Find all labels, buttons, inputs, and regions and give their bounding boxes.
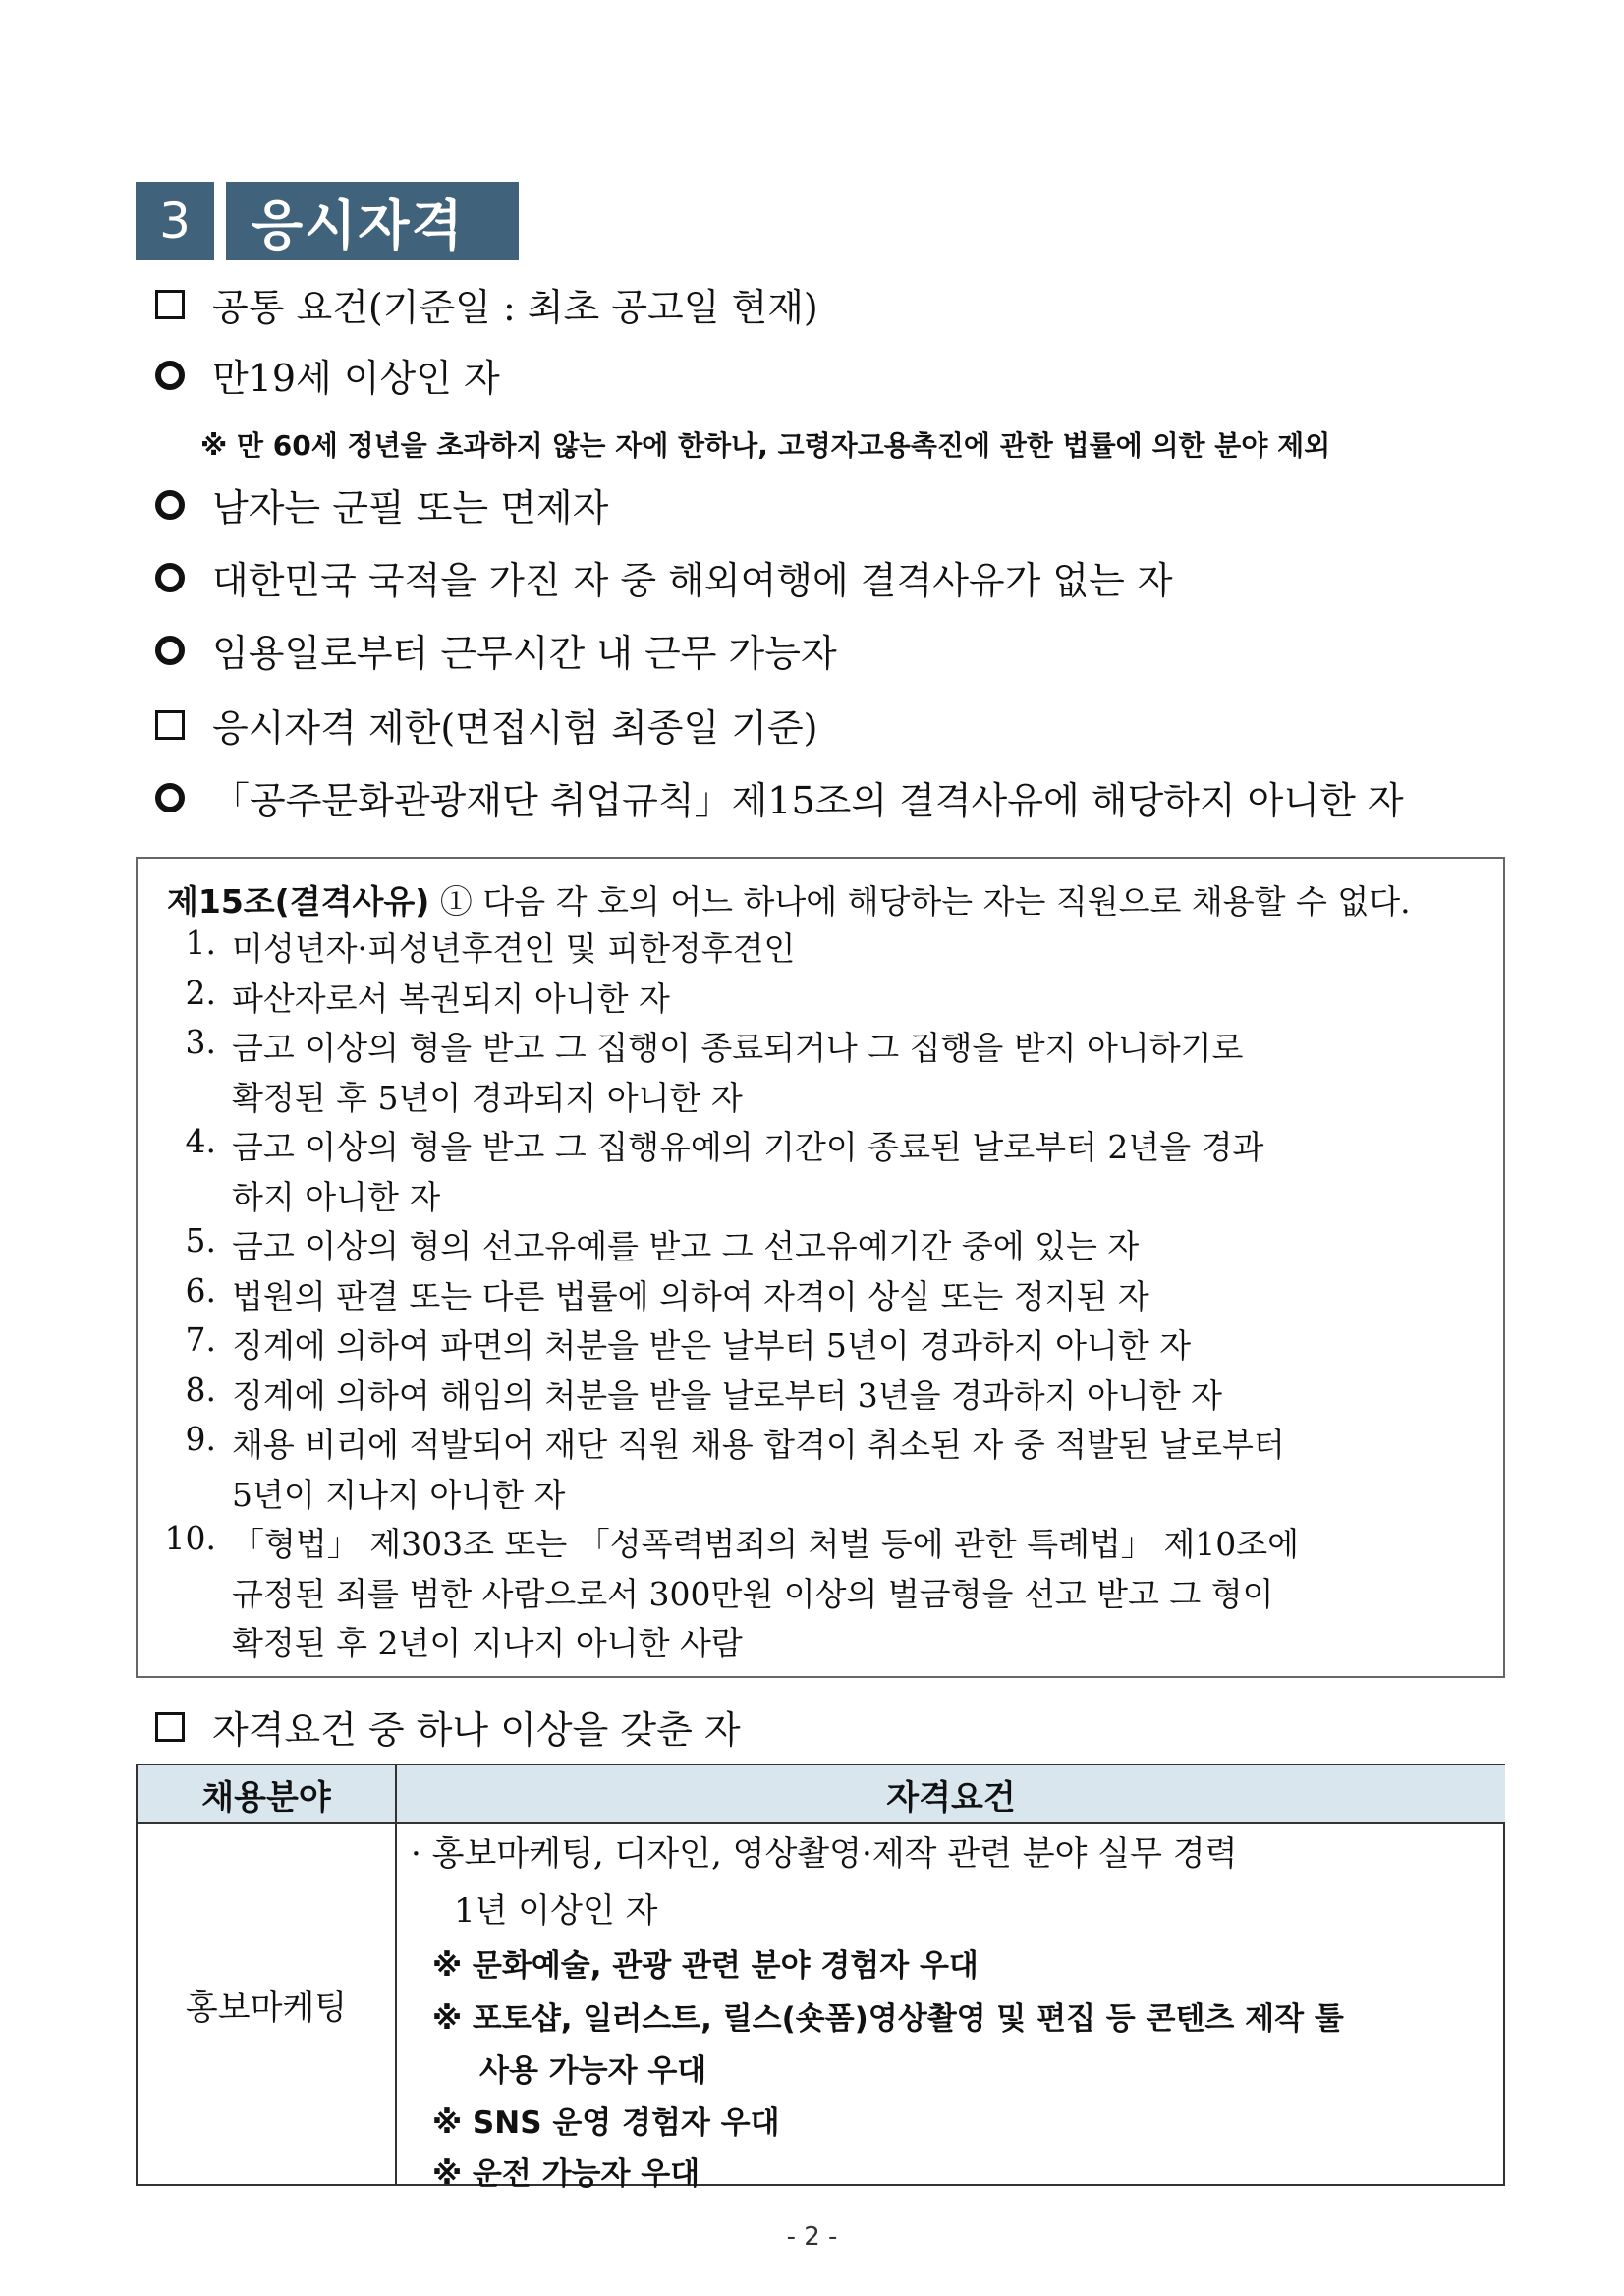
preference-line: ※ 포토샵, 일러스트, 릴스(숏폼)영상촬영 및 편집 등 콘텐츠 제작 툴 <box>432 2001 1344 2037</box>
restriction-heading: 응시자격 제한(면접시험 최종일 기준) <box>212 706 818 750</box>
restriction-item: 「공주문화관광재단 취업규칙」제15조의 결격사유에 해당하지 아니한 자 <box>212 779 1404 822</box>
section-title: 응시자격 <box>226 182 519 260</box>
common-item: 대한민국 국적을 가진 자 중 해외여행에 결격사유가 없는 자 <box>212 559 1173 602</box>
section-header <box>136 182 519 260</box>
article-item-text: 금고 이상의 형을 받고 그 집행이 종료되거나 그 집행을 받지 아니하기로 <box>232 1029 1244 1067</box>
common-item: 만19세 이상인 자 <box>212 357 500 400</box>
article-item-number: 9. <box>185 1420 216 1458</box>
common-item: 남자는 군필 또는 면제자 <box>212 486 609 530</box>
table-header-field: 채용분야 <box>138 1765 397 1824</box>
article-item-text: 규정된 죄를 범한 사람으로서 300만원 이상의 벌금형을 선고 받고 그 형이 <box>232 1574 1274 1613</box>
article-item-text: 미성년자·피성년후견인 및 피한정후견인 <box>232 929 796 968</box>
article-item-number: 3. <box>185 1023 216 1061</box>
circle-bullet-icon <box>155 636 185 665</box>
preference-line: ※ SNS 운영 경험자 우대 <box>432 2105 780 2141</box>
preference-line: ※ 운전 가능자 우대 <box>432 2156 700 2192</box>
qualification-heading-line <box>155 1700 741 1754</box>
circle-bullet-icon <box>155 490 185 520</box>
article-item-text: 금고 이상의 형의 선고유예를 받고 그 선고유예기간 중에 있는 자 <box>232 1227 1140 1265</box>
square-bullet-icon <box>155 290 185 319</box>
article-item-text: 하지 아니한 자 <box>232 1177 441 1216</box>
age-note: ※ 만 60세 정년을 초과하지 않는 자에 한하나, 고령자고용촉진에 관한 법률에 의한 분야 제외 <box>200 429 1331 462</box>
square-bullet-icon <box>155 1712 185 1742</box>
preference-line: ※ 문화예술, 관광 관련 분야 경험자 우대 <box>432 1948 979 1984</box>
common-item-line <box>155 348 500 402</box>
article-intro: ① 다음 각 호의 어느 하나에 해당하는 자는 직원으로 채용할 수 없다. <box>439 882 1411 921</box>
square-bullet-icon <box>155 710 185 740</box>
article-item-text: 확정된 후 5년이 경과되지 아니한 자 <box>232 1078 743 1117</box>
article-header <box>167 876 1411 923</box>
article-item-number: 6. <box>185 1270 216 1310</box>
article-item-number: 2. <box>185 973 216 1012</box>
article-item-text: 확정된 후 2년이 지나지 아니한 사람 <box>232 1624 743 1662</box>
article-item-number: 4. <box>185 1122 216 1160</box>
article-item-number: 1. <box>185 924 216 962</box>
preference-line: 사용 가능자 우대 <box>479 2053 707 2089</box>
article-item-text: 파산자로서 복권되지 아니한 자 <box>232 979 670 1018</box>
article-title: 제15조(결격사유) <box>167 882 430 921</box>
section-number: 3 <box>136 182 214 260</box>
common-item-line <box>155 477 608 532</box>
article-item-text: 5년이 지나지 아니한 자 <box>232 1475 566 1514</box>
article-item-number: 5. <box>185 1221 216 1260</box>
circle-bullet-icon <box>155 361 185 390</box>
article-item-text: 법원의 판결 또는 다른 법률에 의하여 자격이 상실 또는 정지된 자 <box>232 1276 1149 1316</box>
article-item-text: 징계에 의하여 파면의 처분을 받은 날부터 5년이 경과하지 아니한 자 <box>232 1326 1192 1365</box>
requirement-line: · 홍보마케팅, 디자인, 영상촬영·제작 관련 분야 실무 경력 <box>411 1834 1238 1874</box>
table-cell-field: 홍보마케팅 <box>138 1824 397 2184</box>
common-heading: 공통 요건(기준일 : 최초 공고일 현재) <box>212 286 818 329</box>
article-item-number: 7. <box>185 1320 216 1359</box>
circle-bullet-icon <box>155 783 185 812</box>
common-item-line <box>155 623 837 677</box>
article-item-text: 징계에 의하여 해임의 처분을 받을 날로부터 3년을 경과하지 아니한 자 <box>232 1375 1222 1415</box>
restriction-heading-line <box>155 698 818 752</box>
article-item-number: 10. <box>164 1519 216 1557</box>
requirement-line: 1년 이상인 자 <box>454 1891 658 1931</box>
common-heading-line <box>155 277 818 331</box>
circle-bullet-icon <box>155 563 185 592</box>
article-item-number: 8. <box>185 1370 216 1409</box>
common-item: 임용일로부터 근무시간 내 근무 가능자 <box>212 632 837 675</box>
article-item-text: 채용 비리에 적발되어 재단 직원 채용 합격이 취소된 자 중 적발된 날로부터 <box>232 1426 1285 1464</box>
common-item-line <box>155 550 1173 604</box>
article-15-box <box>136 857 1505 1678</box>
qualification-heading: 자격요건 중 하나 이상을 갖춘 자 <box>212 1708 741 1752</box>
qualification-table <box>136 1764 1505 2192</box>
article-item-text: 「형법」 제303조 또는 「성폭력범죄의 처벌 등에 관한 특례법」 제10조에 <box>232 1525 1299 1563</box>
table-header-requirement: 자격요건 <box>397 1765 1505 1824</box>
restriction-item-line <box>155 770 1404 824</box>
page-number: - 2 - <box>786 2222 838 2252</box>
article-item-text: 금고 이상의 형을 받고 그 집행유예의 기간이 종료된 날로부터 2년을 경과 <box>232 1128 1264 1166</box>
